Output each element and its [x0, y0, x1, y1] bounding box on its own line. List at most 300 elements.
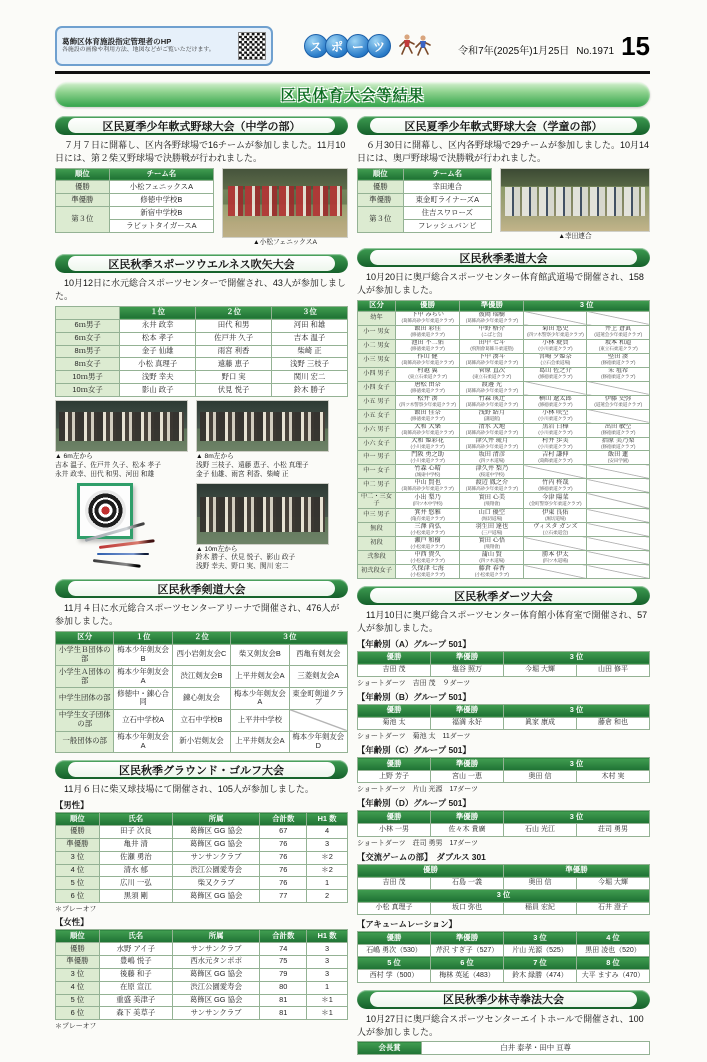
table-cell: 6 位: [56, 1007, 100, 1020]
judo-table: [357, 300, 650, 579]
table-cell: 葛飾区 GG 協会: [172, 838, 260, 851]
table-cell: 3: [307, 943, 348, 956]
photo-caption: ▲ 8m左から 浅野 三枝子、遠藤 恵子、小松 真理子 金子 仙雄、雨宮 利香、柴崎 正: [196, 453, 309, 478]
table-cell: ＊2: [307, 851, 348, 864]
table-cell: 下中 湊斗 (葛飾高砂少年柔道クラブ): [460, 353, 524, 367]
table-cell: 實田 心悟 (飛翔會): [460, 537, 524, 551]
table-header-cell: １位: [114, 631, 172, 644]
darts-group-label: 【年齢別（C）グループ 501】: [357, 745, 471, 756]
table-cell: 蒲山 賢 (四ツ木道場): [460, 551, 524, 565]
table-cell: 浅野 三枝子: [272, 358, 348, 371]
table-cell: 67: [260, 825, 307, 838]
table-cell: 6ｍ男子: [56, 319, 120, 332]
fukiya-photo-10m: [196, 483, 329, 545]
table-header-cell: 優勝: [395, 300, 459, 311]
table-cell: 76: [260, 864, 307, 877]
table-cell: 實田 心美 (飛翔會): [460, 493, 524, 509]
fukiya-photo-6m: [55, 400, 188, 452]
table-cell: サンサンクラブ: [172, 851, 260, 864]
table-cell: 亀井 清: [99, 838, 172, 851]
table-header-cell: 優勝: [358, 811, 431, 824]
table-cell: 第３位: [358, 207, 404, 233]
table-cell: 大和 姫彩花 (小川柔道クラブ): [395, 437, 459, 451]
table-cell: 水野 アイ子: [99, 943, 172, 956]
table-cell: 葛飾区 GG 協会: [172, 825, 260, 838]
table-cell: 宮崎 夕姫奈 (立石会柔道場): [524, 353, 587, 367]
section-heading-pill: [357, 248, 650, 267]
table-cell: 下中 みらい (葛飾高砂少年柔道クラブ): [395, 311, 459, 325]
issue-number: No.1971: [576, 46, 615, 58]
table-cell: 小四 女子: [358, 381, 396, 395]
table-header-cell: 所属: [172, 930, 260, 943]
table-cell: 小六 女子: [358, 437, 396, 451]
table-cell: 門阪 勇之助 (小川柔道クラブ): [395, 451, 459, 465]
table-header-cell: 優勝: [358, 932, 431, 945]
table-cell: 西水元タンポポ: [172, 955, 260, 968]
table-cell: [524, 311, 587, 325]
table-cell: 奥田 信: [504, 771, 577, 783]
table-cell: 修徳中・錬心合同: [114, 688, 172, 710]
table-header-cell: ３位: [231, 631, 348, 644]
table-cell: 中野 格介 (こばと会): [460, 325, 524, 339]
table-cell: ヴィスタ ガンズ (立石柔道会): [524, 523, 587, 537]
table-cell: 優勝: [56, 943, 100, 956]
shorinji-table: [357, 1041, 650, 1055]
table-cell: 3: [307, 838, 348, 851]
table-cell: 中二 男子: [358, 479, 396, 493]
table-cell: 田代 和男: [196, 319, 272, 332]
table-cell: 飯田 蓮 (安田学園): [587, 451, 650, 465]
table-cell: 中西 貴久 (小松柔道クラブ): [395, 551, 459, 565]
table-header-cell: 合計数: [260, 930, 307, 943]
table-cell: 新宿中学校B: [109, 207, 213, 220]
table-header-cell: ３位: [272, 306, 348, 319]
darts-table-d: [357, 810, 650, 836]
table-cell: 瀬戸 和樹 (小松柔道クラブ): [395, 537, 459, 551]
table-header-cell: 8 位: [577, 957, 650, 970]
table-cell: 柴崎 正: [272, 345, 348, 358]
table-cell: 小一 男女: [358, 325, 396, 339]
table-cell: 竹内 柊哉 (修徳柔道クラブ): [524, 479, 587, 493]
table-cell: 柴又剣友会B: [231, 644, 289, 666]
table-cell: 修徳中学校B: [109, 194, 213, 207]
table-cell: 一般団体の部: [56, 731, 114, 753]
table-cell: 79: [260, 968, 307, 981]
table-cell: 葛飾区 GG 協会: [172, 890, 260, 903]
right-column: [357, 116, 650, 1062]
dart-icon: [93, 559, 141, 567]
section-title: 区民秋季グラウンド・ゴルフ大会: [68, 762, 335, 777]
table-cell: 三澤 尚弘 (小松柔道クラブ): [395, 523, 459, 537]
golf-men-label: 【男性】: [55, 800, 89, 811]
table-cell: 中二・三女子: [358, 493, 396, 509]
golf-men-table: [55, 812, 348, 903]
table-cell: 影山 政子: [120, 384, 196, 397]
fukiya-target-illustration: [55, 483, 188, 569]
table-cell: 75: [260, 955, 307, 968]
table-header-cell: ２位: [172, 631, 230, 644]
table-cell: 永井 政幸: [120, 319, 196, 332]
darts-accumulation: [357, 918, 650, 983]
section-title: 区民夏季少年軟式野球大会（学童の部）: [370, 118, 637, 133]
playoff-note: ＊プレーオフ: [55, 906, 97, 914]
table-cell: 中学生団体の部: [56, 688, 114, 710]
issue-info: [458, 30, 650, 61]
table-cell: 片山 光源（525）: [504, 945, 577, 957]
table-header-cell: 優勝: [358, 758, 431, 771]
table-cell: 優勝: [56, 825, 100, 838]
table-cell: 3 位: [56, 851, 100, 864]
table-cell: 上平井剣友会A: [231, 666, 289, 688]
header-rule: [55, 71, 650, 74]
table-cell: 黒岩 白樺 (小川柔道クラブ): [524, 423, 587, 437]
table-cell: 藤倉 春香 (小松柔道クラブ): [460, 565, 524, 579]
table-header-cell: １位: [120, 306, 196, 319]
table-cell: 田中 七斗 (飛翔會葛飾斗柔道塾): [460, 339, 524, 353]
table-cell: [56, 306, 120, 319]
table-cell: 76: [260, 851, 307, 864]
sports-logo-char: ス: [304, 34, 328, 58]
table-cell: 1: [307, 981, 348, 994]
table-header-cell: 準優勝: [431, 651, 504, 664]
kendo-table: [55, 631, 348, 754]
table-cell: 8ｍ男子: [56, 345, 120, 358]
section-heading-pill: [55, 116, 348, 135]
darts-group-label: 【年齢別（D）グループ 501】: [357, 798, 471, 809]
table-cell: 松井 湊 (四ツ木警察少年柔道クラブ): [395, 395, 459, 409]
table-header-cell: 優勝: [358, 651, 431, 664]
table-cell: 津久井 梨乃 (桜道中学校): [460, 465, 524, 479]
table-cell: 渡辺 鳳之介 (葛飾高砂少年柔道クラブ): [460, 479, 524, 493]
table-cell: 弐参段: [358, 551, 396, 565]
table-cell: 吉田 茂: [358, 664, 431, 676]
table-cell: 山田 修平: [577, 664, 650, 676]
section-heading-pill: [357, 586, 650, 605]
table-cell: 松本 孝子: [120, 332, 196, 345]
table-cell: 中山 賢也 (葛飾高砂少年柔道クラブ): [395, 479, 459, 493]
table-cell: サンサンクラブ: [172, 1007, 260, 1020]
table-cell: [587, 551, 650, 565]
left-column: [55, 116, 348, 1062]
table-cell: 石島 一義: [431, 877, 504, 889]
table-cell: 豊嶋 悦子: [99, 955, 172, 968]
table-cell: 中学生女子団体の部: [56, 709, 114, 731]
table-cell: 小学生Ｂ団体の部: [56, 644, 114, 666]
table-cell: 竹森 瑛辻 (葛飾高砂少年柔道クラブ): [460, 395, 524, 409]
section-judo: [357, 248, 650, 579]
table-cell: 河田 和雄: [272, 319, 348, 332]
table-cell: 菊田 悠史 (四ツ木警察少年柔道クラブ): [524, 325, 587, 339]
hp-box-title: 葛飾区体育施設指定管理者のHP: [62, 36, 172, 46]
table-cell: [587, 537, 650, 551]
table-header-cell: 区分: [358, 300, 396, 311]
table-cell: 在原 宣江: [99, 981, 172, 994]
target-icon: [85, 490, 126, 531]
sports-logo-char: ツ: [367, 34, 391, 58]
table-cell: 勝本 伊太 (四ツ木道場): [524, 551, 587, 565]
table-cell: 小学生Ａ団体の部: [56, 666, 114, 688]
table-cell: 小松 真理子: [120, 358, 196, 371]
table-header-cell: 会長賞: [358, 1042, 422, 1055]
table-cell: 村越 翼 (東立石柔道クラブ): [395, 367, 459, 381]
photo-caption: ▲幸田連合: [558, 232, 592, 240]
darts-group-label: 【年齢別（B）グループ 501】: [357, 691, 471, 702]
table-cell: 羽生田 達也 (三戸道場): [460, 523, 524, 537]
table-header-cell: 準優勝: [431, 932, 504, 945]
table-cell: 小四 男子: [358, 367, 396, 381]
results-banner: [55, 82, 650, 107]
table-cell: 飯田 彩佳 (修徳柔道クラブ): [395, 325, 459, 339]
table-cell: 西亀有剣友会: [289, 644, 347, 666]
darts-table-b: [357, 704, 650, 730]
table-cell: 東金町ライナーズA: [403, 194, 491, 207]
table-cell: [524, 465, 587, 479]
table-header-cell: 合計数: [260, 813, 307, 826]
table-cell: 伏見 悦子: [196, 384, 272, 397]
section-ground-golf: [55, 760, 348, 1031]
table-header-cell: 4 位: [577, 932, 650, 945]
table-header-cell: 準優勝: [460, 300, 524, 311]
table-cell: 1: [307, 877, 348, 890]
table-cell: 初弐段女子: [358, 565, 396, 579]
table-cell: 小二 男女: [358, 339, 396, 353]
table-cell: 渋江公園愛寿会: [172, 981, 260, 994]
table-cell: 黒須 剛: [99, 890, 172, 903]
table-cell: 3: [307, 968, 348, 981]
table-cell: 清水 大地 (葛飾高砂少年柔道クラブ): [460, 423, 524, 437]
hp-box-subtitle: 各施設の画像や利用方法、地図などがご覧いただけます。: [62, 47, 215, 54]
table-cell: ラビットタイガースA: [109, 220, 213, 233]
table-cell: 石井 澄子: [577, 902, 650, 914]
table-header-cell: 区分: [56, 631, 114, 644]
table-cell: フレッシュバンビ: [403, 220, 491, 233]
table-header-cell: 3 位: [504, 758, 650, 771]
table-cell: 唐松 由奈 (修徳柔道クラブ): [395, 381, 459, 395]
baseball-gakudo-table: [357, 168, 492, 233]
fukiya-photo-8m: [196, 400, 329, 452]
table-cell: 梅本少年剣友会D: [289, 731, 347, 753]
table-cell: 西小岩剣友会C: [172, 644, 230, 666]
darts-table-c: [357, 757, 650, 783]
table-cell: 初段: [358, 537, 396, 551]
section-baseball-gakudo: [357, 116, 650, 241]
table-cell: 飯田 佳奈 (修徳柔道クラブ): [395, 409, 459, 423]
table-header-cell: ２位: [196, 306, 272, 319]
table-cell: 柴又クラブ: [172, 877, 260, 890]
table-cell: 2: [307, 890, 348, 903]
table-cell: 黒田 凌也（520）: [577, 945, 650, 957]
table-cell: 堅田 湊 (修徳柔道クラブ): [587, 353, 650, 367]
table-cell: 上平井中学校: [231, 709, 289, 731]
table-cell: 新小岩剣友会: [172, 731, 230, 753]
table-cell: 76: [260, 877, 307, 890]
dart-icon: [99, 539, 155, 548]
darts-doubles: [357, 851, 650, 916]
table-cell: 久保津 七海 (小松柔道クラブ): [395, 565, 459, 579]
table-cell: 後藤 和子: [99, 968, 172, 981]
table-header-cell: 準優勝: [504, 864, 650, 877]
darts-doubles-table: [357, 864, 650, 916]
section-darts: [357, 586, 650, 983]
table-header-cell: 優勝: [358, 864, 504, 877]
table-cell: 三菱剣友会A: [289, 666, 347, 688]
page-header: [55, 26, 650, 66]
table-cell: 無段: [358, 523, 396, 537]
table-cell: 木村 実: [577, 771, 650, 783]
table-cell: 菅原 直次 (東立石柔道クラブ): [460, 367, 524, 381]
table-cell: 5 位: [56, 994, 100, 1007]
table-header-cell: 3 位: [504, 811, 650, 824]
table-cell: 渡邊 光 (葛飾高砂少年柔道クラブ): [460, 381, 524, 395]
table-cell: 渋江剣友会B: [172, 666, 230, 688]
table-cell: 眞家 康成: [504, 717, 577, 729]
table-cell: 中一 男子: [358, 451, 396, 465]
table-cell: 東金町剣道クラブ: [289, 688, 347, 710]
section-body: 10月12日に水元総合スポーツセンターで開催され、43人が参加しました。: [55, 278, 346, 302]
darts-group-b: [357, 691, 650, 741]
table-cell: 準優勝: [56, 955, 100, 968]
table-cell: 吉村 謙伸 (葛飾柔道クラブ): [524, 451, 587, 465]
table-cell: 伊藤 史弥 (道蓮会少年柔道クラブ): [587, 395, 650, 409]
table-cell: 準優勝: [358, 194, 404, 207]
table-cell: 立石中学校B: [172, 709, 230, 731]
table-cell: 彼岡 瑞樹 (葛飾高砂少年柔道クラブ): [460, 311, 524, 325]
table-cell: 田子 次良: [99, 825, 172, 838]
table-cell: 梅本少年剣友会A: [114, 666, 172, 688]
section-heading-pill: [357, 990, 650, 1009]
darts-accum-table: [357, 931, 650, 983]
table-cell: 稲員 宏紀: [504, 902, 577, 914]
table-cell: 80: [260, 981, 307, 994]
table-cell: [587, 509, 650, 523]
golf-women-table: [55, 929, 348, 1020]
darts-group-d: [357, 797, 650, 847]
page-number: 15: [621, 30, 650, 61]
table-cell: 小松 真理子: [358, 902, 431, 914]
table-cell: 小林 琥賀 (小川柔道クラブ): [524, 339, 587, 353]
table-cell: ＊1: [307, 1007, 348, 1020]
table-cell: 3 位: [56, 968, 100, 981]
table-cell: 佐々木 貴廣: [431, 824, 504, 836]
table-cell: [524, 565, 587, 579]
table-cell: 葛山 佐之介 (修徳柔道クラブ): [524, 367, 587, 381]
table-cell: 葛飾区 GG 協会: [172, 968, 260, 981]
table-header-cell: 所属: [172, 813, 260, 826]
table-cell: 立石中学校A: [114, 709, 172, 731]
table-cell: 石嶋 勇次（530）: [358, 945, 431, 957]
table-cell: 小出 梨乃 (四ツ木中学校): [395, 493, 459, 509]
section-title: 区民秋季ダーツ大会: [370, 588, 637, 603]
table-header-cell: 準優勝: [431, 758, 504, 771]
runners-icon: [397, 33, 433, 59]
table-cell: 中三 男子: [358, 509, 396, 523]
sports-logo-char: ー: [346, 34, 370, 58]
section-title: 区民秋季少林寺拳法大会: [370, 992, 637, 1007]
table-cell: [524, 537, 587, 551]
table-cell: 81: [260, 994, 307, 1007]
table-cell: 坂本 和道 (東立石柔道クラブ): [587, 339, 650, 353]
table-cell: [587, 523, 650, 537]
dart-icon: [97, 553, 149, 556]
table-cell: 10ｍ女子: [56, 384, 120, 397]
fukiya-table: [55, 306, 348, 397]
section-heading-pill: [55, 254, 348, 273]
short-darts-note: ショートダーツ 荘司 勇男 17ダーツ: [357, 839, 479, 847]
table-cell: 浅野 結月 (講道館): [460, 409, 524, 423]
table-cell: 8ｍ女子: [56, 358, 120, 371]
table-header-cell: H1 数: [307, 930, 348, 943]
section-title: 区民秋季剣道大会: [68, 581, 335, 596]
table-cell: 宮山 一恵: [431, 771, 504, 783]
table-cell: 今堀 大輝: [577, 877, 650, 889]
table-header-cell: 3 位: [504, 932, 577, 945]
section-heading-pill: [55, 579, 348, 598]
section-body: 10月27日に奥戸総合スポーツセンターエイトホールで開催され、100人が参加しました。: [357, 1013, 644, 1037]
qr-code: [238, 32, 266, 60]
table-cell: 上野 芳子: [358, 771, 431, 783]
section-baseball-junior: [55, 116, 348, 247]
table-cell: [587, 409, 650, 423]
table-cell: 今堀 大輝: [504, 664, 577, 676]
table-cell: 6 位: [56, 890, 100, 903]
section-kendo: [55, 579, 348, 753]
darts-group-a: [357, 638, 650, 688]
table-cell: [587, 311, 650, 325]
table-header-cell: 5 位: [358, 957, 431, 970]
table-cell: 葛飾区 GG 協会: [172, 994, 260, 1007]
baseball-junior-table: [55, 168, 214, 233]
table-cell: 森下 美草子: [99, 1007, 172, 1020]
table-cell: 横山 遼太郎 (修徳柔道クラブ): [524, 395, 587, 409]
issue-date: 令和7年(2025年)1月25日: [458, 46, 570, 58]
table-cell: 小林 咲空 (小川柔道クラブ): [524, 409, 587, 423]
baseball-gakudo-photo: [500, 168, 650, 232]
hp-info-box: [55, 26, 273, 66]
table-cell: [587, 479, 650, 493]
table-header-cell: 7 位: [504, 957, 577, 970]
table-cell: 中一 女子: [358, 465, 396, 479]
table-cell: 福満 永好: [431, 717, 504, 729]
table-cell: 住吉スワローズ: [403, 207, 491, 220]
golf-women-label: 【女性】: [55, 917, 89, 928]
table-cell: 5 位: [56, 877, 100, 890]
darts-group-c: [357, 744, 650, 794]
table-cell: 鈴木 緑勝（474）: [504, 970, 577, 982]
table-cell: 荘司 勇男: [577, 824, 650, 836]
table-cell: 芹沢 すぎ子（527）: [431, 945, 504, 957]
table-cell: 遠藤 恵子: [196, 358, 272, 371]
photo-caption: ▲小松フェニックスA: [253, 238, 317, 246]
table-header-cell: 準優勝: [431, 811, 504, 824]
table-cell: [289, 709, 347, 731]
table-cell: 4: [307, 825, 348, 838]
table-header-cell: 氏名: [99, 930, 172, 943]
table-header-cell: チーム名: [109, 168, 213, 181]
table-header-cell: 準優勝: [431, 704, 504, 717]
table-cell: 佐戸井 久子: [196, 332, 272, 345]
table-cell: 小五 男子: [358, 395, 396, 409]
table-cell: 3: [307, 955, 348, 968]
table-cell: 準優勝: [56, 194, 110, 207]
table-cell: 村井 歩美 (小川柔道クラブ): [524, 437, 587, 451]
table-cell: 浅野 幸夫: [120, 371, 196, 384]
table-header-cell: H1 数: [307, 813, 348, 826]
table-header-cell: 優勝: [358, 704, 431, 717]
table-cell: 朱 埴希 (修徳柔道クラブ): [587, 367, 650, 381]
table-cell: 梅本少年剣友会B: [114, 644, 172, 666]
table-cell: 幼年: [358, 311, 396, 325]
table-header-cell: 3 位: [524, 300, 650, 311]
